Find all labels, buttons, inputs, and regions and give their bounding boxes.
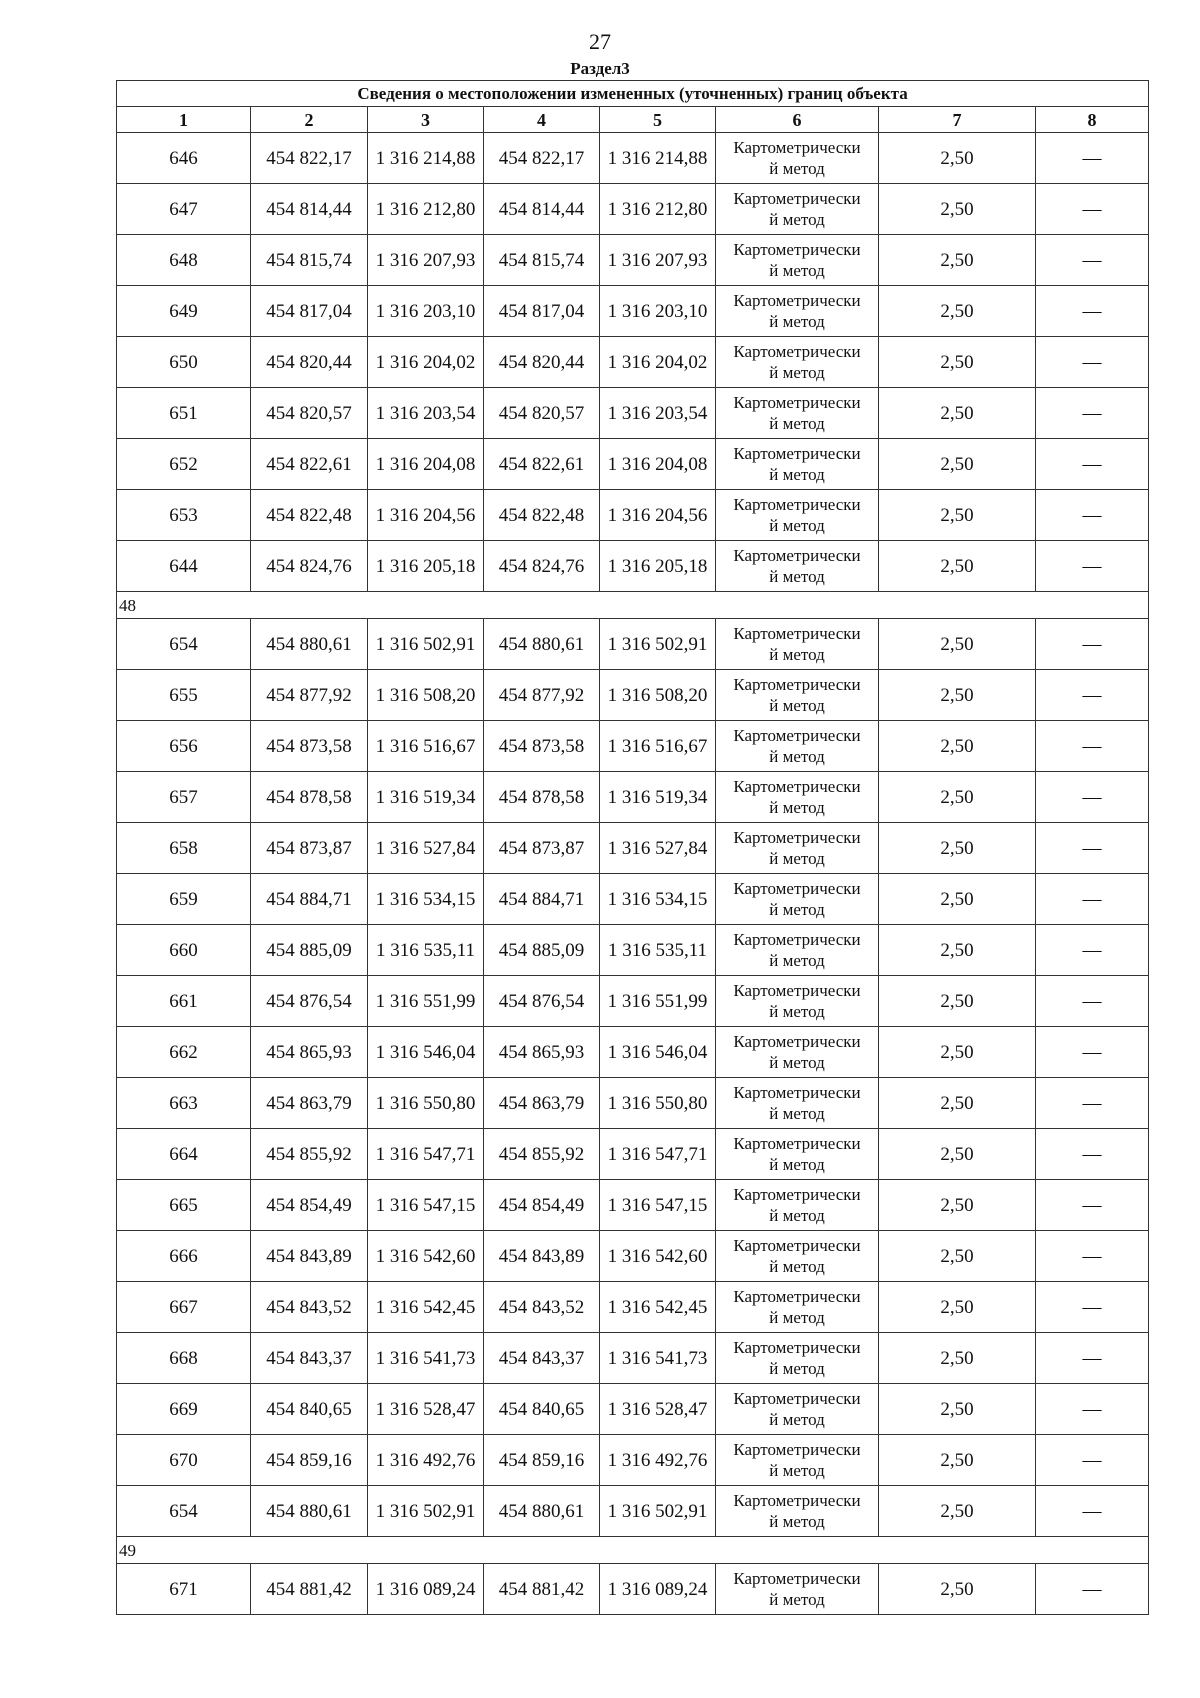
page-number: 27 [589, 29, 611, 54]
description-cell: — [1036, 619, 1149, 670]
table-row [117, 925, 1149, 976]
y-existing-cell: 1 316 547,71 [368, 1129, 484, 1180]
x-existing-cell: 454 820,57 [251, 388, 368, 439]
contour-group-row [117, 592, 1149, 619]
accuracy-cell: 2,50 [879, 1486, 1036, 1537]
y-new-cell: 1 316 551,99 [600, 976, 716, 1027]
point-number-cell: 663 [117, 1078, 251, 1129]
accuracy-cell: 2,50 [879, 1333, 1036, 1384]
table-row [117, 1129, 1149, 1180]
point-number-cell: 651 [117, 388, 251, 439]
section-title: Раздел3 [570, 59, 630, 78]
x-existing-cell: 454 878,58 [251, 772, 368, 823]
table-caption: Сведения о местоположении измененных (уточненных) границ объекта [117, 81, 1149, 107]
accuracy-cell: 2,50 [879, 772, 1036, 823]
x-existing-cell: 454 843,37 [251, 1333, 368, 1384]
y-existing-cell: 1 316 204,56 [368, 490, 484, 541]
method-cell: Картометрически й метод [716, 925, 879, 976]
y-new-cell: 1 316 214,88 [600, 133, 716, 184]
y-new-cell: 1 316 542,60 [600, 1231, 716, 1282]
method-cell: Картометрически й метод [716, 1129, 879, 1180]
contour-group-row [117, 1537, 1149, 1564]
description-cell: — [1036, 772, 1149, 823]
x-existing-cell: 454 815,74 [251, 235, 368, 286]
description-cell: — [1036, 286, 1149, 337]
y-new-cell: 1 316 528,47 [600, 1384, 716, 1435]
x-new-cell: 454 877,92 [484, 670, 600, 721]
x-existing-cell: 454 884,71 [251, 874, 368, 925]
accuracy-cell: 2,50 [879, 133, 1036, 184]
method-cell: Картометрически й метод [716, 1027, 879, 1078]
description-cell: — [1036, 925, 1149, 976]
accuracy-cell: 2,50 [879, 1129, 1036, 1180]
method-cell: Картометрически й метод [716, 235, 879, 286]
method-cell: Картометрически й метод [716, 1231, 879, 1282]
y-existing-cell: 1 316 535,11 [368, 925, 484, 976]
point-number-cell: 665 [117, 1180, 251, 1231]
method-cell: Картометрически й метод [716, 721, 879, 772]
x-new-cell: 454 820,44 [484, 337, 600, 388]
description-cell: — [1036, 1180, 1149, 1231]
description-cell: — [1036, 184, 1149, 235]
x-new-cell: 454 817,04 [484, 286, 600, 337]
x-existing-cell: 454 824,76 [251, 541, 368, 592]
x-existing-cell: 454 814,44 [251, 184, 368, 235]
y-new-cell: 1 316 541,73 [600, 1333, 716, 1384]
y-existing-cell: 1 316 508,20 [368, 670, 484, 721]
point-number-cell: 667 [117, 1282, 251, 1333]
y-new-cell: 1 316 535,11 [600, 925, 716, 976]
method-cell: Картометрически й метод [716, 388, 879, 439]
accuracy-cell: 2,50 [879, 619, 1036, 670]
table-body [117, 81, 1149, 1615]
table-caption-row [117, 81, 1149, 107]
y-new-cell: 1 316 550,80 [600, 1078, 716, 1129]
y-new-cell: 1 316 516,67 [600, 721, 716, 772]
table-row [117, 619, 1149, 670]
x-new-cell: 454 859,16 [484, 1435, 600, 1486]
table-row [117, 1078, 1149, 1129]
y-new-cell: 1 316 519,34 [600, 772, 716, 823]
x-new-cell: 454 824,76 [484, 541, 600, 592]
description-cell: — [1036, 541, 1149, 592]
x-existing-cell: 454 873,58 [251, 721, 368, 772]
y-existing-cell: 1 316 214,88 [368, 133, 484, 184]
x-existing-cell: 454 817,04 [251, 286, 368, 337]
accuracy-cell: 2,50 [879, 337, 1036, 388]
point-number-cell: 654 [117, 1486, 251, 1537]
description-cell: — [1036, 490, 1149, 541]
accuracy-cell: 2,50 [879, 388, 1036, 439]
point-number-cell: 654 [117, 619, 251, 670]
method-cell: Картометрически й метод [716, 439, 879, 490]
column-number-8: 8 [1036, 107, 1149, 133]
table-row [117, 823, 1149, 874]
y-new-cell: 1 316 502,91 [600, 1486, 716, 1537]
description-cell: — [1036, 439, 1149, 490]
point-number-cell: 671 [117, 1564, 251, 1615]
x-existing-cell: 454 840,65 [251, 1384, 368, 1435]
method-cell: Картометрически й метод [716, 1282, 879, 1333]
point-number-cell: 646 [117, 133, 251, 184]
table-row [117, 1282, 1149, 1333]
x-new-cell: 454 820,57 [484, 388, 600, 439]
x-existing-cell: 454 881,42 [251, 1564, 368, 1615]
x-existing-cell: 454 822,61 [251, 439, 368, 490]
description-cell: — [1036, 1333, 1149, 1384]
y-new-cell: 1 316 203,10 [600, 286, 716, 337]
contour-number: 49 [117, 1537, 1149, 1564]
point-number-cell: 648 [117, 235, 251, 286]
point-number-cell: 657 [117, 772, 251, 823]
table-row [117, 1231, 1149, 1282]
point-number-cell: 644 [117, 541, 251, 592]
description-cell: — [1036, 874, 1149, 925]
accuracy-cell: 2,50 [879, 874, 1036, 925]
y-existing-cell: 1 316 527,84 [368, 823, 484, 874]
table-row [117, 1486, 1149, 1537]
description-cell: — [1036, 235, 1149, 286]
point-number-cell: 666 [117, 1231, 251, 1282]
description-cell: — [1036, 1435, 1149, 1486]
y-new-cell: 1 316 089,24 [600, 1564, 716, 1615]
x-new-cell: 454 880,61 [484, 1486, 600, 1537]
table-row [117, 235, 1149, 286]
y-existing-cell: 1 316 203,54 [368, 388, 484, 439]
description-cell: — [1036, 1078, 1149, 1129]
method-cell: Картометрически й метод [716, 184, 879, 235]
x-new-cell: 454 843,37 [484, 1333, 600, 1384]
x-existing-cell: 454 822,48 [251, 490, 368, 541]
method-cell: Картометрически й метод [716, 133, 879, 184]
description-cell: — [1036, 133, 1149, 184]
y-existing-cell: 1 316 534,15 [368, 874, 484, 925]
table-row [117, 439, 1149, 490]
y-new-cell: 1 316 204,08 [600, 439, 716, 490]
x-existing-cell: 454 820,44 [251, 337, 368, 388]
x-existing-cell: 454 877,92 [251, 670, 368, 721]
y-new-cell: 1 316 546,04 [600, 1027, 716, 1078]
table-row [117, 1384, 1149, 1435]
point-number-cell: 650 [117, 337, 251, 388]
x-existing-cell: 454 822,17 [251, 133, 368, 184]
method-cell: Картометрически й метод [716, 823, 879, 874]
point-number-cell: 658 [117, 823, 251, 874]
x-new-cell: 454 865,93 [484, 1027, 600, 1078]
y-new-cell: 1 316 508,20 [600, 670, 716, 721]
table-row [117, 976, 1149, 1027]
method-cell: Картометрически й метод [716, 874, 879, 925]
accuracy-cell: 2,50 [879, 541, 1036, 592]
y-new-cell: 1 316 204,56 [600, 490, 716, 541]
accuracy-cell: 2,50 [879, 439, 1036, 490]
description-cell: — [1036, 1564, 1149, 1615]
method-cell: Картометрически й метод [716, 1180, 879, 1231]
x-new-cell: 454 873,87 [484, 823, 600, 874]
y-existing-cell: 1 316 204,02 [368, 337, 484, 388]
y-new-cell: 1 316 547,71 [600, 1129, 716, 1180]
accuracy-cell: 2,50 [879, 1564, 1036, 1615]
y-new-cell: 1 316 527,84 [600, 823, 716, 874]
method-cell: Картометрически й метод [716, 1564, 879, 1615]
boundary-coordinates-table [116, 80, 1149, 1615]
y-new-cell: 1 316 204,02 [600, 337, 716, 388]
description-cell: — [1036, 337, 1149, 388]
method-cell: Картометрически й метод [716, 490, 879, 541]
x-new-cell: 454 878,58 [484, 772, 600, 823]
accuracy-cell: 2,50 [879, 490, 1036, 541]
table-row [117, 1435, 1149, 1486]
accuracy-cell: 2,50 [879, 976, 1036, 1027]
accuracy-cell: 2,50 [879, 1435, 1036, 1486]
y-existing-cell: 1 316 528,47 [368, 1384, 484, 1435]
point-number-cell: 649 [117, 286, 251, 337]
point-number-cell: 655 [117, 670, 251, 721]
accuracy-cell: 2,50 [879, 1180, 1036, 1231]
accuracy-cell: 2,50 [879, 721, 1036, 772]
y-existing-cell: 1 316 212,80 [368, 184, 484, 235]
table-row [117, 1564, 1149, 1615]
description-cell: — [1036, 1231, 1149, 1282]
point-number-cell: 659 [117, 874, 251, 925]
x-new-cell: 454 884,71 [484, 874, 600, 925]
y-existing-cell: 1 316 546,04 [368, 1027, 484, 1078]
table-row [117, 541, 1149, 592]
y-existing-cell: 1 316 519,34 [368, 772, 484, 823]
y-new-cell: 1 316 203,54 [600, 388, 716, 439]
column-number-7: 7 [879, 107, 1036, 133]
column-number-4: 4 [484, 107, 600, 133]
x-new-cell: 454 880,61 [484, 619, 600, 670]
x-new-cell: 454 863,79 [484, 1078, 600, 1129]
table-row [117, 388, 1149, 439]
accuracy-cell: 2,50 [879, 1027, 1036, 1078]
accuracy-cell: 2,50 [879, 1231, 1036, 1282]
y-new-cell: 1 316 212,80 [600, 184, 716, 235]
x-existing-cell: 454 880,61 [251, 1486, 368, 1537]
table-row [117, 286, 1149, 337]
y-existing-cell: 1 316 542,60 [368, 1231, 484, 1282]
point-number-cell: 670 [117, 1435, 251, 1486]
y-existing-cell: 1 316 205,18 [368, 541, 484, 592]
description-cell: — [1036, 1486, 1149, 1537]
y-existing-cell: 1 316 551,99 [368, 976, 484, 1027]
description-cell: — [1036, 1282, 1149, 1333]
column-number-2: 2 [251, 107, 368, 133]
x-new-cell: 454 885,09 [484, 925, 600, 976]
y-new-cell: 1 316 547,15 [600, 1180, 716, 1231]
description-cell: — [1036, 670, 1149, 721]
method-cell: Картометрически й метод [716, 1333, 879, 1384]
y-new-cell: 1 316 492,76 [600, 1435, 716, 1486]
point-number-cell: 668 [117, 1333, 251, 1384]
x-existing-cell: 454 865,93 [251, 1027, 368, 1078]
table-row [117, 670, 1149, 721]
x-new-cell: 454 840,65 [484, 1384, 600, 1435]
column-number-1: 1 [117, 107, 251, 133]
x-new-cell: 454 873,58 [484, 721, 600, 772]
y-existing-cell: 1 316 207,93 [368, 235, 484, 286]
y-existing-cell: 1 316 502,91 [368, 619, 484, 670]
point-number-cell: 656 [117, 721, 251, 772]
y-new-cell: 1 316 542,45 [600, 1282, 716, 1333]
point-number-cell: 652 [117, 439, 251, 490]
accuracy-cell: 2,50 [879, 1282, 1036, 1333]
accuracy-cell: 2,50 [879, 235, 1036, 286]
x-existing-cell: 454 843,89 [251, 1231, 368, 1282]
x-new-cell: 454 822,48 [484, 490, 600, 541]
x-new-cell: 454 855,92 [484, 1129, 600, 1180]
x-new-cell: 454 881,42 [484, 1564, 600, 1615]
y-existing-cell: 1 316 542,45 [368, 1282, 484, 1333]
description-cell: — [1036, 1129, 1149, 1180]
y-existing-cell: 1 316 203,10 [368, 286, 484, 337]
accuracy-cell: 2,50 [879, 184, 1036, 235]
method-cell: Картометрически й метод [716, 541, 879, 592]
y-existing-cell: 1 316 502,91 [368, 1486, 484, 1537]
method-cell: Картометрически й метод [716, 1486, 879, 1537]
x-existing-cell: 454 876,54 [251, 976, 368, 1027]
description-cell: — [1036, 1027, 1149, 1078]
y-existing-cell: 1 316 492,76 [368, 1435, 484, 1486]
accuracy-cell: 2,50 [879, 1078, 1036, 1129]
description-cell: — [1036, 388, 1149, 439]
contour-number: 48 [117, 592, 1149, 619]
x-new-cell: 454 822,61 [484, 439, 600, 490]
point-number-cell: 660 [117, 925, 251, 976]
method-cell: Картометрически й метод [716, 772, 879, 823]
column-number-6: 6 [716, 107, 879, 133]
y-existing-cell: 1 316 204,08 [368, 439, 484, 490]
point-number-cell: 653 [117, 490, 251, 541]
y-existing-cell: 1 316 547,15 [368, 1180, 484, 1231]
table-row [117, 1027, 1149, 1078]
table-row [117, 874, 1149, 925]
method-cell: Картометрически й метод [716, 337, 879, 388]
point-number-cell: 661 [117, 976, 251, 1027]
y-new-cell: 1 316 207,93 [600, 235, 716, 286]
x-existing-cell: 454 873,87 [251, 823, 368, 874]
y-existing-cell: 1 316 516,67 [368, 721, 484, 772]
column-number-5: 5 [600, 107, 716, 133]
point-number-cell: 669 [117, 1384, 251, 1435]
method-cell: Картометрически й метод [716, 1078, 879, 1129]
accuracy-cell: 2,50 [879, 1384, 1036, 1435]
x-new-cell: 454 822,17 [484, 133, 600, 184]
y-new-cell: 1 316 502,91 [600, 619, 716, 670]
accuracy-cell: 2,50 [879, 670, 1036, 721]
y-existing-cell: 1 316 541,73 [368, 1333, 484, 1384]
y-existing-cell: 1 316 089,24 [368, 1564, 484, 1615]
x-existing-cell: 454 843,52 [251, 1282, 368, 1333]
x-existing-cell: 454 863,79 [251, 1078, 368, 1129]
column-number-3: 3 [368, 107, 484, 133]
x-existing-cell: 454 855,92 [251, 1129, 368, 1180]
column-number-row [117, 107, 1149, 133]
description-cell: — [1036, 823, 1149, 874]
method-cell: Картометрически й метод [716, 286, 879, 337]
table-row [117, 337, 1149, 388]
table-row [117, 133, 1149, 184]
description-cell: — [1036, 721, 1149, 772]
x-new-cell: 454 814,44 [484, 184, 600, 235]
description-cell: — [1036, 1384, 1149, 1435]
table-row [117, 490, 1149, 541]
x-new-cell: 454 876,54 [484, 976, 600, 1027]
x-new-cell: 454 854,49 [484, 1180, 600, 1231]
point-number-cell: 664 [117, 1129, 251, 1180]
description-cell: — [1036, 976, 1149, 1027]
accuracy-cell: 2,50 [879, 286, 1036, 337]
x-existing-cell: 454 859,16 [251, 1435, 368, 1486]
method-cell: Картометрически й метод [716, 1435, 879, 1486]
table-row [117, 721, 1149, 772]
table-row [117, 1180, 1149, 1231]
accuracy-cell: 2,50 [879, 823, 1036, 874]
y-new-cell: 1 316 534,15 [600, 874, 716, 925]
point-number-cell: 647 [117, 184, 251, 235]
x-new-cell: 454 815,74 [484, 235, 600, 286]
table-row [117, 1333, 1149, 1384]
x-existing-cell: 454 854,49 [251, 1180, 368, 1231]
y-new-cell: 1 316 205,18 [600, 541, 716, 592]
method-cell: Картометрически й метод [716, 619, 879, 670]
table-row [117, 772, 1149, 823]
method-cell: Картометрически й метод [716, 670, 879, 721]
y-existing-cell: 1 316 550,80 [368, 1078, 484, 1129]
x-new-cell: 454 843,52 [484, 1282, 600, 1333]
method-cell: Картометрически й метод [716, 1384, 879, 1435]
accuracy-cell: 2,50 [879, 925, 1036, 976]
x-existing-cell: 454 880,61 [251, 619, 368, 670]
table-row [117, 184, 1149, 235]
method-cell: Картометрически й метод [716, 976, 879, 1027]
x-new-cell: 454 843,89 [484, 1231, 600, 1282]
point-number-cell: 662 [117, 1027, 251, 1078]
x-existing-cell: 454 885,09 [251, 925, 368, 976]
